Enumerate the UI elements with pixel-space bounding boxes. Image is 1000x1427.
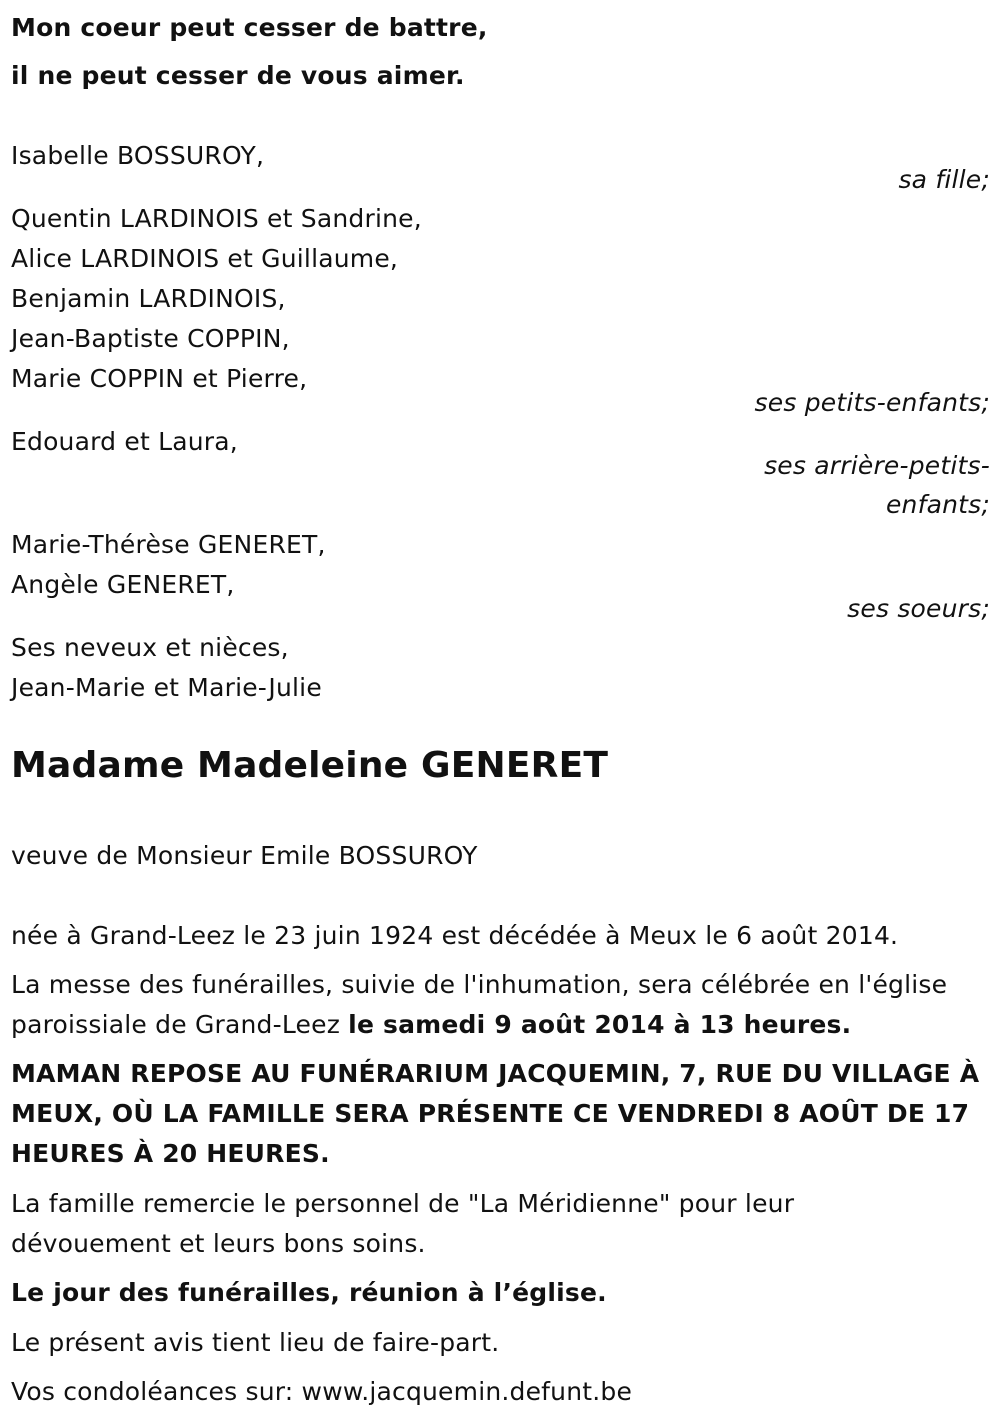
condolences-line: Vos condoléances sur: www.jacquemin.defunt.be: [11, 1377, 633, 1406]
family-name: Marie COPPIN et Pierre,: [11, 364, 308, 393]
family-name: Jean-Marie et Marie-Julie: [11, 673, 322, 702]
family-name: Edouard et Laura,: [11, 427, 238, 456]
notice-line: Le présent avis tient lieu de faire-part.: [11, 1328, 500, 1357]
repose-line: HEURES À 20 HEURES.: [11, 1139, 330, 1168]
funeral-place: paroissiale de Grand-Leez: [11, 1010, 349, 1039]
repose-line: MAMAN REPOSE AU FUNÉRARIUM JACQUEMIN, 7, RUE DU VILLAGE À: [11, 1059, 980, 1088]
family-name: Alice LARDINOIS et Guillaume,: [11, 244, 399, 273]
relation-label: ses petits-enfants;: [754, 388, 990, 417]
thanks-line: dévouement et leurs bons soins.: [11, 1229, 426, 1258]
repose-line: MEUX, OÙ LA FAMILLE SERA PRÉSENTE CE VENDREDI 8 AOÛT DE 17: [11, 1099, 970, 1128]
relation-label: enfants;: [885, 490, 990, 519]
funeral-datetime: le samedi 9 août 2014 à 13 heures.: [348, 1010, 852, 1039]
epitaph-line-2: il ne peut cesser de vous aimer.: [11, 61, 465, 90]
family-name: Isabelle BOSSUROY,: [11, 141, 265, 170]
meeting-line: Le jour des funérailles, réunion à l’église.: [11, 1278, 607, 1307]
spouse-line: veuve de Monsieur Emile BOSSUROY: [11, 841, 478, 870]
relation-label: sa fille;: [898, 165, 990, 194]
family-name: Benjamin LARDINOIS,: [11, 284, 286, 313]
relation-label: ses soeurs;: [847, 594, 990, 623]
deceased-name: Madame Madeleine GENERET: [11, 745, 609, 786]
family-name: Marie-Thérèse GENERET,: [11, 530, 326, 559]
epitaph-line-1: Mon coeur peut cesser de battre,: [11, 13, 488, 42]
birth-death-line: née à Grand-Leez le 23 juin 1924 est décédée à Meux le 6 août 2014.: [11, 921, 899, 950]
relation-label: ses arrière-petits-: [764, 451, 990, 480]
family-name: Jean-Baptiste COPPIN,: [11, 324, 290, 353]
family-name: Angèle GENERET,: [11, 570, 235, 599]
funeral-mass-line: [11, 1012, 851, 1037]
funeral-mass-line: La messe des funérailles, suivie de l'inhumation, sera célébrée en l'église: [11, 970, 948, 999]
family-name: Quentin LARDINOIS et Sandrine,: [11, 204, 422, 233]
family-name: Ses neveux et nièces,: [11, 633, 289, 662]
thanks-line: La famille remercie le personnel de "La Méridienne" pour leur: [11, 1189, 795, 1218]
